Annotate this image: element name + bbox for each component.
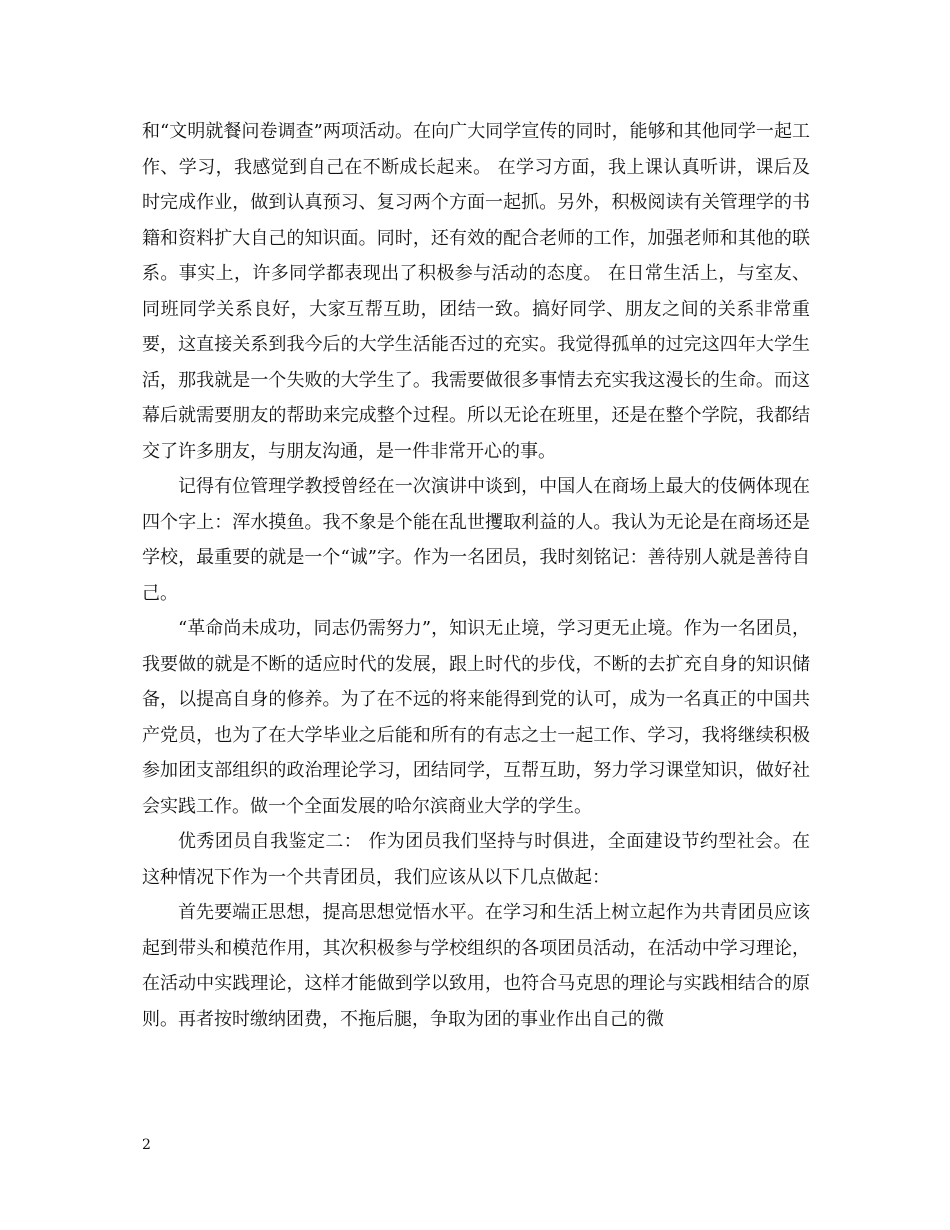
- paragraph-management-professor: 记得有位管理学教授曾经在一次演讲中谈到，中国人在商场上最大的伎俩体现在四个字上：浑水摸鱼。我不象是个能在乱世攫取利益的人。我认为无论是在商场还是学校，最重要的就是一个“诚”字。作为一名团员，我时刻铭记：善待别人就是善待自己。: [142, 476, 810, 604]
- paragraph-revolution-quote: “革命尚未成功，同志仍需努力”，知识无止境，学习更无止境。作为一名团员，我要做的就是不断的适应时代的发展，跟上时代的步伐，不断的去扩充自身的知识储备，以提高自身的修养。为了在不远的将来能得到党的认可，成为一名真正的中国共产党员，也为了在大学毕业之后能和所有的有志之士一起工作、学习，我将继续积极参加团支部组织的政治理论学习，团结同学，互帮互助，努力学习课堂知识，做好社会实践工作。做一个全面发展的哈尔滨商业大学的学生。: [142, 618, 810, 817]
- document-body: [142, 114, 810, 1037]
- paragraph-self-assessment-two: 优秀团员自我鉴定二： 作为团员我们坚持与时俱进，全面建设节约型社会。在这种情况下作为一个共青团员，我们应该从以下几点做起：: [142, 831, 810, 888]
- paragraph-continuation: 和“文明就餐问卷调查”两项活动。在向广大同学宣传的同时，能够和其他同学一起工作、学习，我感觉到自己在不断成长起来。 在学习方面，我上课认真听讲，课后及时完成作业，做到认真预习、复习两个方面一起抓。另外，积极阅读有关管理学的书籍和资料扩大自己的知识面。同时，还有效的配合老师的工作，加强老师和其他的联系。事实上，许多同学都表现出了积极参与活动的态度。 在日常生活上，与室友、同班同学关系良好，大家互帮互助，团结一致。搞好同学、朋友之间的关系非常重要，这直接关系到我今后的大学生活能否过的充实。我觉得孤单的过完这四年大学生活，那我就是一个失败的大学生了。我需要做很多事情去充实我这漫长的生命。而这幕后就需要朋友的帮助来完成整个过程。所以无论在班里，还是在整个学院，我都结交了许多朋友，与朋友沟通，是一件非常开心的事。: [142, 121, 810, 462]
- paragraph-correct-thinking: 首先要端正思想，提高思想觉悟水平。在学习和生活上树立起作为共青团员应该起到带头和模范作用，其次积极参与学校组织的各项团员活动，在活动中学习理论，在活动中实践理论，这样才能做到学以致用，也符合马克思的理论与实践相结合的原则。再者按时缴纳团费，不拖后腿，争取为团的事业作出自己的微: [142, 902, 810, 1030]
- page-number: 2: [142, 1137, 151, 1153]
